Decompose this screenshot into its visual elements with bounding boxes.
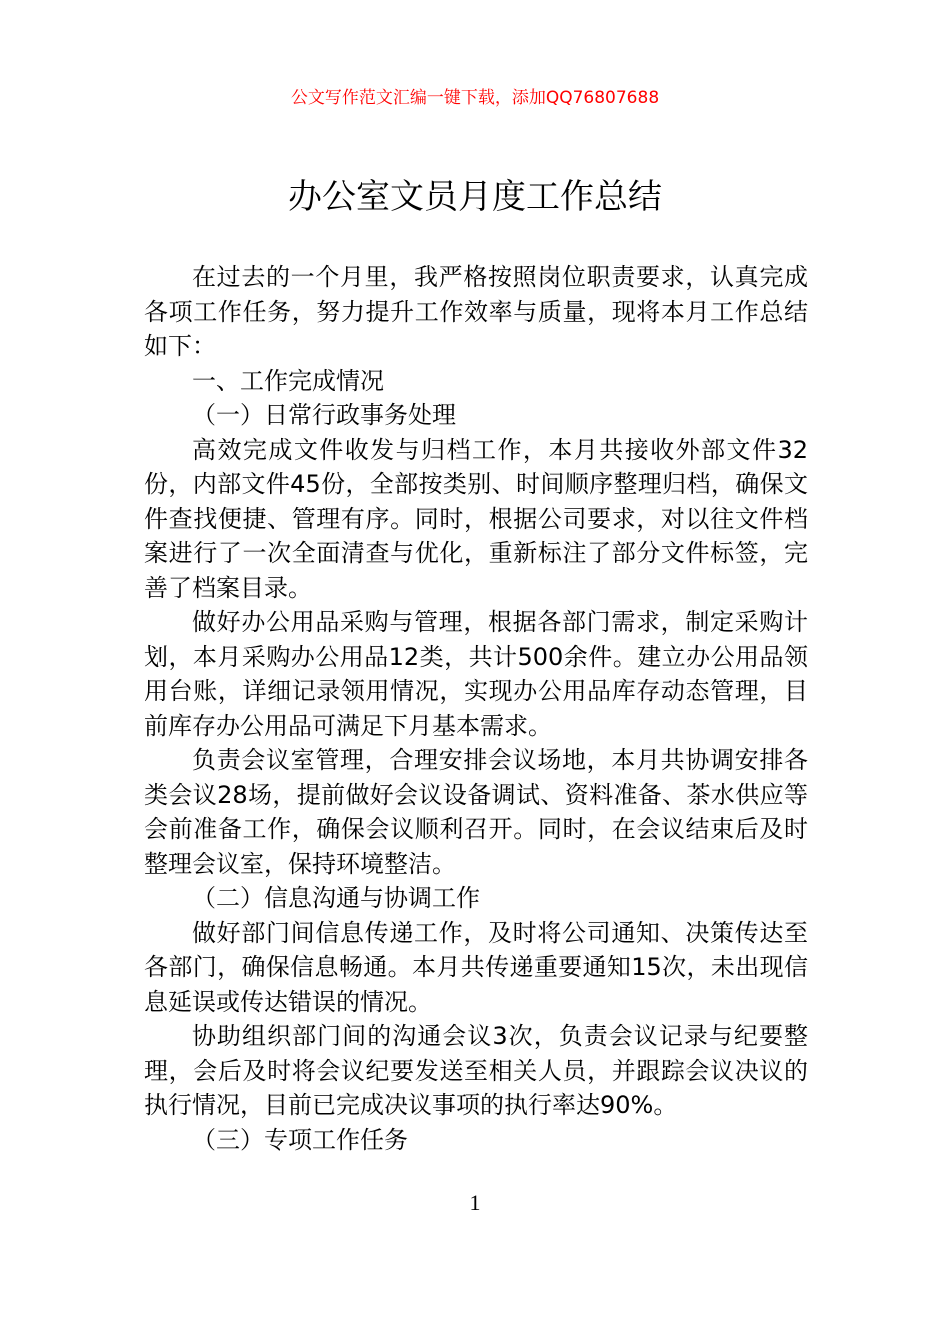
document-body	[144, 260, 808, 1157]
paragraph-information-transfer: 做好部门间信息传递工作，及时将公司通知、决策传达至各部门，确保信息畅通。本月共传递重要通知15次，未出现信息延误或传达错误的情况。	[144, 918, 808, 1016]
intro-paragraph: 在过去的一个月里，我严格按照岗位职责要求，认真完成各项工作任务，努力提升工作效率与质量，现将本月工作总结如下：	[144, 263, 808, 360]
page-number: 1	[469, 1190, 481, 1215]
subsection-heading-daily-admin: （一）日常行政事务处理	[192, 401, 456, 429]
document-title: 办公室文员月度工作总结	[288, 177, 662, 217]
download-notice: 公文写作范文汇编一键下载，添加QQ76807688	[290, 88, 660, 108]
section-heading-work-completion: 一、工作完成情况	[192, 366, 384, 395]
paragraph-office-supplies: 做好办公用品采购与管理，根据各部门需求，制定采购计划，本月采购办公用品12类，共计500余件。建立办公用品领用台账，详细记录领用情况，实现办公用品库存动态管理，目前库存办公用品可满足下月基本需求。	[144, 608, 808, 740]
paragraph-file-management: 高效完成文件收发与归档工作，本月共接收外部文件32份，内部文件45份，全部按类别、时间顺序整理归档，确保文件查找便捷、管理有序。同时，根据公司要求，对以往文件档案进行了一次全面清查与优化，重新标注了部分文件标签，完善了档案目录。	[144, 435, 808, 602]
paragraph-meeting-coordination: 协助组织部门间的沟通会议3次，负责会议记录与纪要整理，会后及时将会议纪要发送至相关人员，并跟踪会议决议的执行情况，目前已完成决议事项的执行率达90%。	[144, 1022, 808, 1119]
paragraph-meeting-room: 负责会议室管理，合理安排会议场地，本月共协调安排各类会议28场，提前做好会议设备调试、资料准备、茶水供应等会前准备工作，确保会议顺利召开。同时，在会议结束后及时整理会议室，保持环境整洁。	[144, 746, 808, 878]
subsection-heading-special-tasks: （三）专项工作任务	[192, 1125, 408, 1154]
subsection-heading-communication: （二）信息沟通与协调工作	[192, 884, 480, 912]
